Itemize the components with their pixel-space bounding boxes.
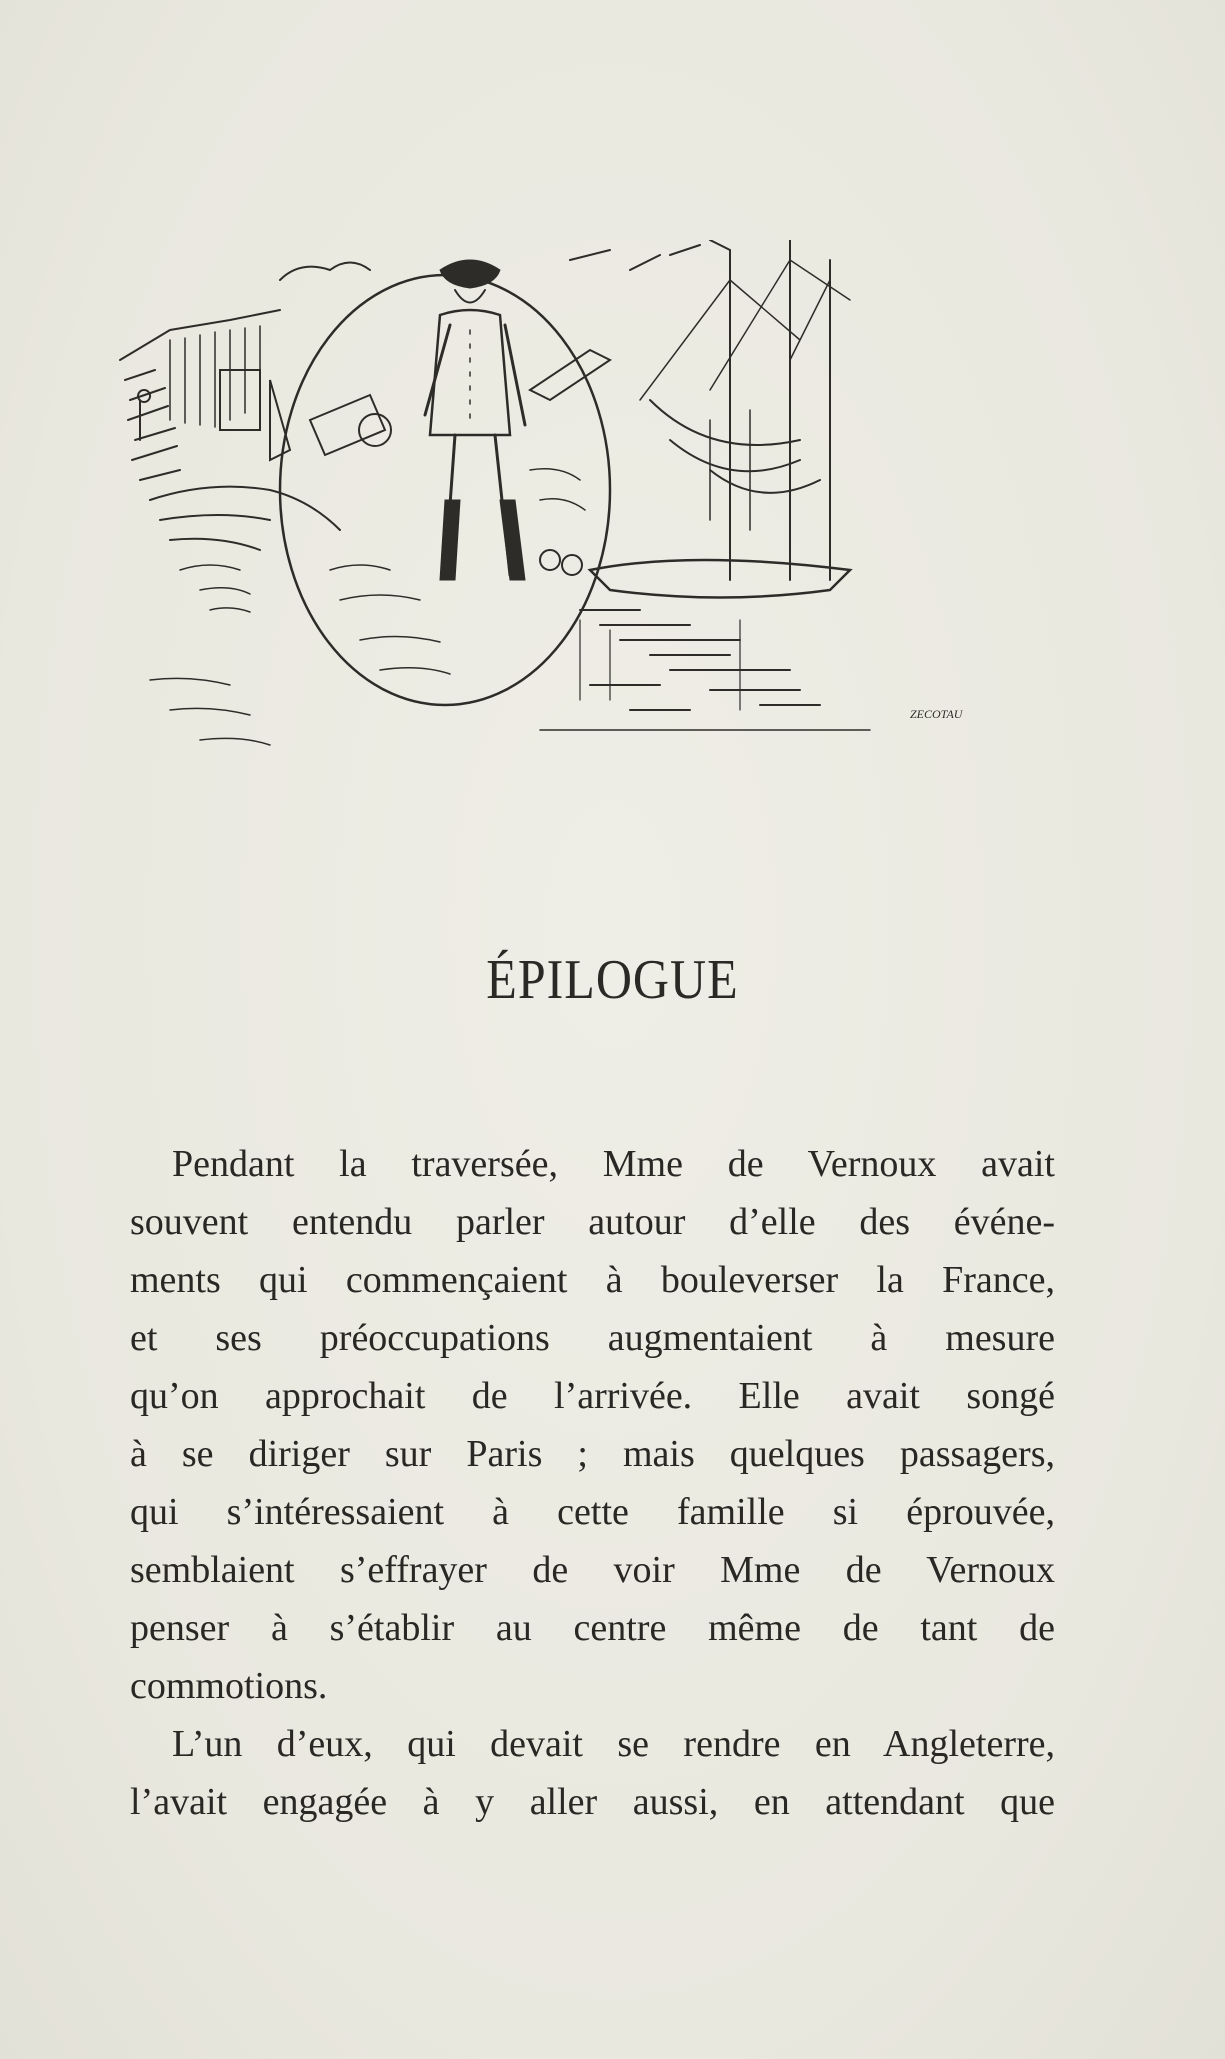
- text-line: ments qui commençaient à bouleverser la France,: [130, 1259, 1055, 1301]
- text-line: penser à s’établir au centre même de tant de: [130, 1607, 1055, 1649]
- text-line: à se diriger sur Paris ; mais quelques passagers,: [130, 1433, 1055, 1475]
- body-text: [130, 1135, 1055, 1831]
- engraving-harbor-scene: [110, 240, 1050, 760]
- illustration-signature: ZECOTAU: [910, 707, 963, 721]
- text-line: qu’on approchait de l’arrivée. Elle avait songé: [130, 1375, 1055, 1417]
- text-line: souvent entendu parler autour d’elle des événe-: [130, 1201, 1055, 1243]
- text-line: et ses préoccupations augmentaient à mesure: [130, 1317, 1055, 1359]
- text-line: commotions.: [130, 1665, 328, 1707]
- text-line: Pendant la traversée, Mme de Vernoux avait: [172, 1143, 1055, 1185]
- chapter-title: ÉPILOGUE: [486, 947, 739, 1011]
- text-line: L’un d’eux, qui devait se rendre en Angleterre,: [172, 1723, 1055, 1765]
- text-line: qui s’intéressaient à cette famille si éprouvée,: [130, 1491, 1055, 1533]
- text-line: l’avait engagée à y aller aussi, en attendant que: [130, 1781, 1055, 1823]
- chapter-header-illustration: [110, 240, 1050, 760]
- text-line: semblaient s’effrayer de voir Mme de Vernoux: [130, 1549, 1055, 1591]
